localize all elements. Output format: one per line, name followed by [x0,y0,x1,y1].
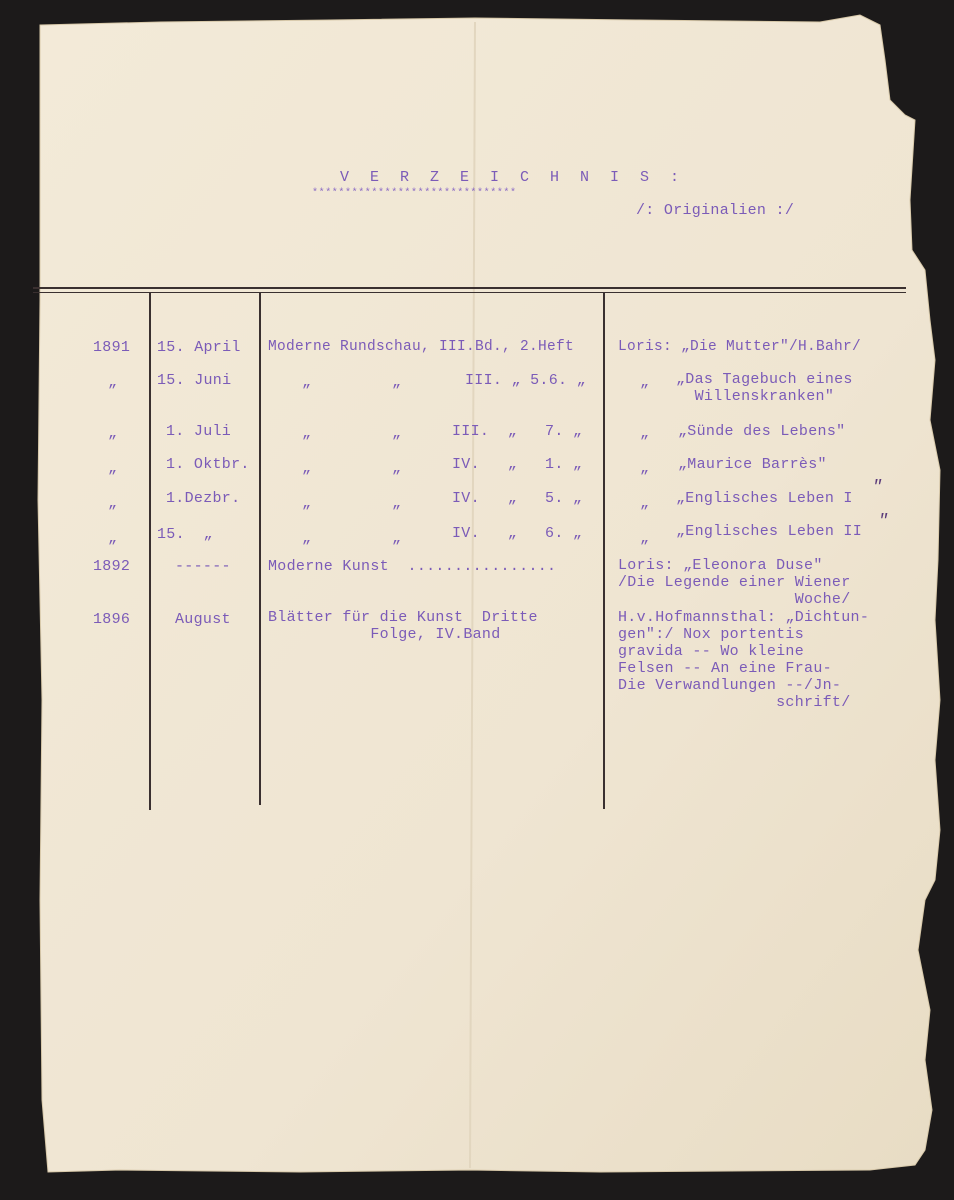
row-date: 1.Dezbr. [166,490,241,507]
subtitle: /: Originalien :/ [636,202,795,219]
row-work: Loris: „Die Mutter"/H.Bahr/ [618,339,862,355]
row-date: 15. „ [157,526,213,543]
row-issue: IV. „ 1. „ [452,456,583,473]
ditto-mark: „ [108,425,118,442]
row-date: August [175,611,231,628]
row-work: „Englisches Leben I [676,490,853,507]
column-divider-3 [603,292,605,809]
handwritten-mark: ″ [878,512,889,531]
ditto-mark: „ [640,374,650,391]
ditto-mark: „ [108,530,118,547]
ditto-mark: „ [108,495,118,512]
table-top-rule-1 [33,287,906,289]
column-divider-2 [259,292,261,805]
table-top-rule-2 [33,292,906,293]
row-issue: III. „ 5.6. „ [465,372,586,389]
ditto-mark: „ [302,460,312,477]
ditto-mark: „ [640,460,650,477]
row-work: „Englisches Leben II [676,523,863,540]
row-date: ------ [175,558,231,575]
row-source: Moderne Kunst ................ [268,558,557,575]
ditto-mark: „ [392,495,402,512]
ditto-mark: „ [302,495,312,512]
row-year: 1892 [93,558,131,575]
row-source: Blätter für die Kunst Dritte Folge, IV.Band [268,609,538,643]
ditto-mark: „ [640,530,650,547]
row-source: Moderne Rundschau, III.Bd., 2.Heft [268,339,575,355]
column-divider-1 [149,292,151,810]
document-title: V E R Z E I C H N I S : [340,169,686,186]
ditto-mark: „ [302,425,312,442]
row-date: 15. April [157,339,241,356]
row-date: 15. Juni [157,372,232,389]
row-work: H.v.Hofmannsthal: „Dichtun- gen":/ Nox portentis gravida -- Wo kleine Felsen -- An eine Frau- Die Verwandlungen --/Jn- schrift/ [618,609,870,711]
ditto-mark: „ [392,460,402,477]
row-issue: IV. „ 6. „ [452,525,583,542]
row-year: 1891 [93,339,131,356]
ditto-mark: „ [392,374,402,391]
ditto-mark: „ [392,530,402,547]
handwritten-mark: ″ [872,478,883,497]
row-date: 1. Juli [166,423,232,440]
ditto-mark: „ [392,425,402,442]
row-work: „Sünde des Lebens" [678,423,846,440]
ditto-mark: „ [302,374,312,391]
row-work: „Maurice Barrès" [678,456,827,473]
row-work: Loris: „Eleonora Duse" /Die Legende einer Wiener Woche/ [618,557,851,608]
row-date: 1. Oktbr. [166,456,250,473]
ditto-mark: „ [640,495,650,512]
row-issue: IV. „ 5. „ [452,490,583,507]
row-work: „Das Tagebuch eines Willenskranken" [676,371,853,405]
ditto-mark: „ [108,460,118,477]
ditto-mark: „ [108,374,118,391]
ditto-mark: „ [640,425,650,442]
row-issue: III. „ 7. „ [452,423,583,440]
title-underline: ******************************* [312,188,517,199]
row-year: 1896 [93,611,131,628]
ditto-mark: „ [302,530,312,547]
